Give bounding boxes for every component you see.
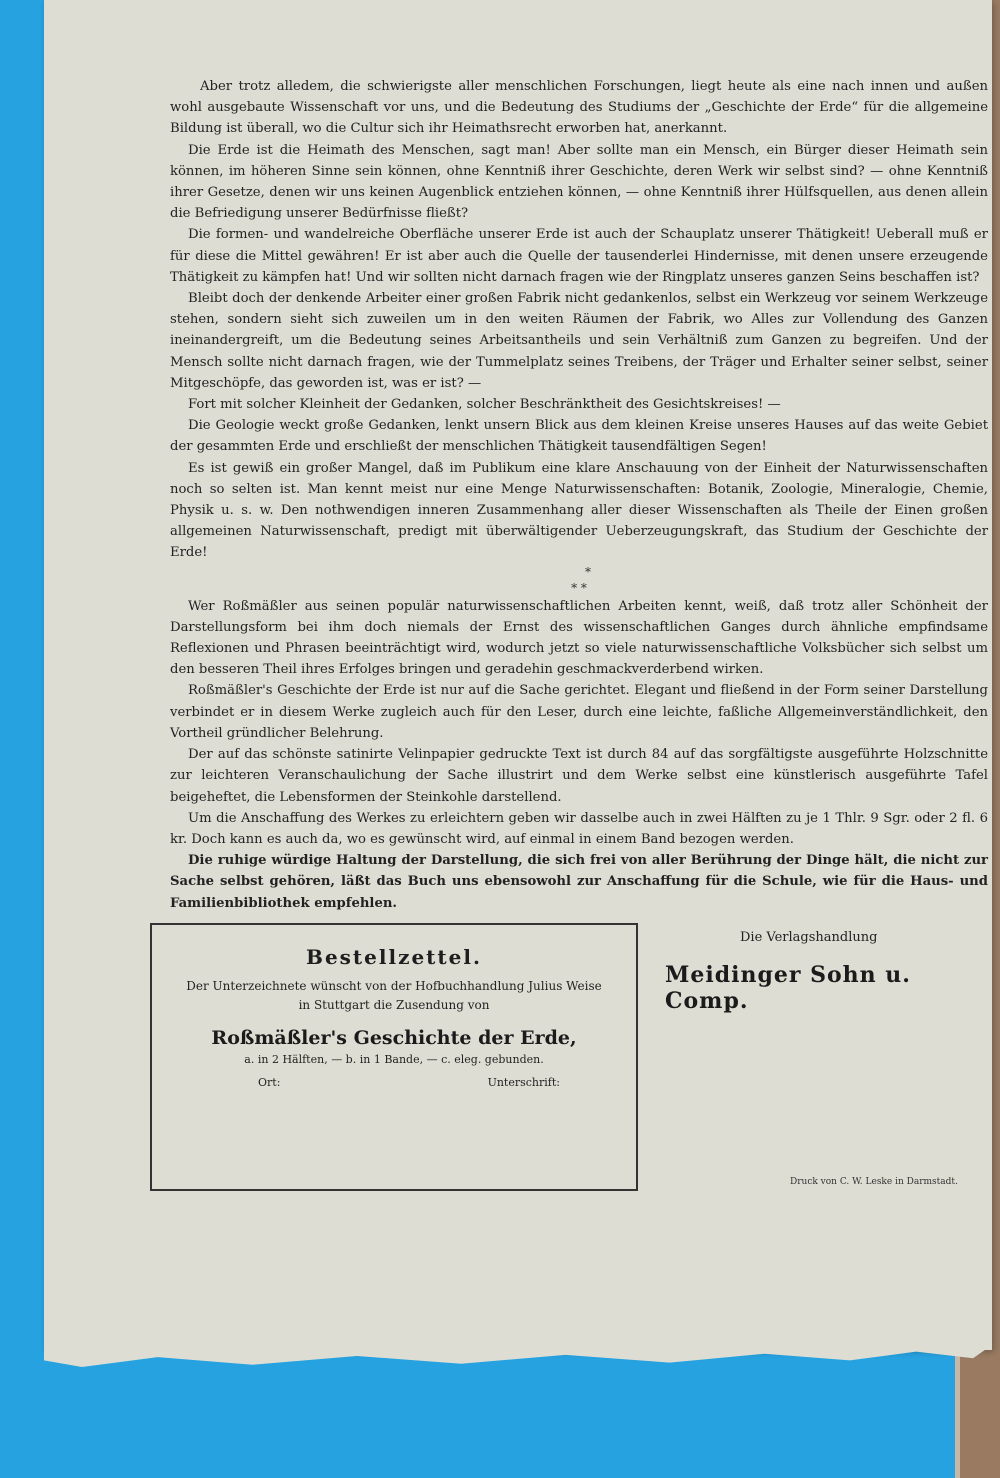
paragraph: Roßmäßler's Geschichte der Erde ist nur auf die Sache gerichtet. Elegant und fließend in der Form seiner Darstellung verbindet er in diesem Werke zugleich auch für den Leser, durch eine leichte, faßliche Allgemeinverständlichkeit, den Vortheil gründlicher Belehrung.: [170, 683, 988, 741]
order-form-signature-row: [168, 1076, 620, 1089]
torn-sheet-edge: [44, 1345, 992, 1367]
order-form[interactable]: [150, 923, 638, 1191]
article-body: [170, 76, 988, 914]
signature-field-label[interactable]: Unterschrift:: [487, 1076, 560, 1089]
paragraph: Wer Roßmäßler aus seinen populär naturwissenschaftlichen Arbeiten kennt, weiß, daß trotz aller Schönheit der Darstellungsform bei ihm doch niemals der Ernst des wissenschaftlichen Ganges durch ähnliche empfindsame Reflexionen und Phrasen beeinträchtigt wird, wodurch jetzt so viele naturwissenschaftliche Volksbücher sich selbst um den besseren Theil ihres Erfolges bringen und geradehin geschmackverderbend wirken.: [170, 598, 988, 678]
paragraph: Fort mit solcher Kleinheit der Gedanken, solcher Beschränktheit des Gesichtskreises! —: [188, 397, 781, 413]
paragraph: Es ist gewiß ein großer Mangel, daß im Publikum eine klare Anschauung von der Einheit der Naturwissenschaften noch so selten ist. Man kennt meist nur eine Menge Naturwissenschaften: Botanik, Zoologie, Mineralogie, Chemie, Physik u. s. w. Den nothwendigen inneren Zusammenhang aller dieser Wissenschaften als Theile der Einen großen allgemeinen Naturwissenschaft, predigt mit überwältigender Ueberzeugungskraft, das Studium der Geschichte der Erde!: [170, 460, 988, 561]
paragraph: Bleibt doch der denkende Arbeiter einer großen Fabrik nicht gedankenlos, selbst ein Werkzeug vor seinem Werkzeuge stehen, sondern sieht sich zuweilen um in den weiten Räumen der Fabrik, wo Alles zur Vollendung des Ganzen ineinandergreift, um die Bedeutung seines Arbeitsantheils und sein Verhältniß zum Ganzen zu begreifen. Und der Mensch sollte nicht darnach fragen, wie der Tummelplatz seines Treibens, der Träger und Erhalter seiner selbst, seiner Mitgeschöpfe, das geworden ist, was er ist? —: [170, 291, 988, 391]
paragraph: Die Geologie weckt große Gedanken, lenkt unsern Blick aus dem kleinen Kreise unseres Hauses auf das weite Gebiet der gesammten Erde und erschließt der menschlichen Thätigkeit tausendfältigen Segen!: [170, 418, 988, 455]
paragraph: Die formen- und wandelreiche Oberfläche unserer Erde ist auch der Schauplatz unserer Thätigkeit! Ueberall muß er für diese die Mittel gewähren! Er ist aber auch die Quelle der tausenderlei Hindernisse, mit denen unsere erzeugende Thätigkeit zu kämpfen hat! Und wir sollten nicht darnach fragen wie der Ringplatz unseres ganzen Seins beschaffen ist?: [170, 227, 988, 285]
paragraph: Der auf das schönste satinirte Velinpapier gedruckte Text ist durch 84 auf das sorgfältigste ausgeführte Holzschnitte zur leichteren Veranschaulichung der Sache illustrirt und dem Werke selbst eine künstlerisch ausgeführte Tafel beigeheftet, die Lebensformen der Steinkohle darstellend.: [170, 747, 988, 805]
paragraph: Die ruhige würdige Haltung der Darstellung, die sich frei von aller Berührung der Dinge hält, die nicht zur Sache selbst gehören, läßt das Buch uns ebensowohl zur Anschaffung für die Schule, wie für die Haus- und Familienbibliothek empfehlen.: [170, 853, 988, 911]
publisher-name: Meidinger Sohn u. Comp.: [665, 962, 911, 1014]
order-form-text: Der Unterzeichnete wünscht von der Hofbuchhandlung Julius Weise in Stuttgart die Zusendung von: [186, 979, 602, 1012]
order-form-book-title: Roßmäßler's Geschichte der Erde,: [211, 1027, 577, 1049]
order-form-options[interactable]: a. in 2 Hälften, — b. in 1 Bande, — c. eleg. gebunden.: [244, 1053, 544, 1066]
place-field-label[interactable]: Ort:: [258, 1076, 281, 1089]
printer-imprint: Druck von C. W. Leske in Darmstadt.: [790, 1177, 958, 1187]
paragraph: Die Erde ist die Heimath des Menschen, sagt man! Aber sollte man ein Mensch, ein Bürger dieser Heimath sein können, im höheren Sinne sein können, ohne Kenntniß ihrer Geschichte, deren Werk wir selbst sind? — ohne Kenntniß ihrer Gesetze, denen wir uns keinen Augenblick entziehen können, — ohne Kenntniß ihrer Hülfsquellen, aus denen allein die Befriedigung unserer Bedürfnisse fließt?: [170, 142, 988, 222]
order-form-title: Bestellzettel.: [306, 945, 482, 969]
paragraph: Aber trotz alledem, die schwierigste aller menschlichen Forschungen, liegt heute als eine nach innen und außen wohl ausgebaute Wissenschaft vor uns, und die Bedeutung des Studiums der „Geschichte der Erde“ für die allgemeine Bildung ist überall, wo die Cultur sich ihr Heimathsrecht erworben hat, anerkannt.: [170, 79, 988, 137]
publisher-label: Die Verlagshandlung: [740, 930, 878, 945]
section-separator: * * *: [571, 564, 591, 595]
paragraph: Um die Anschaffung des Werkes zu erleichtern geben wir dasselbe auch in zwei Hälften zu je 1 Thlr. 9 Sgr. oder 2 fl. 6 kr. Doch kann es auch da, wo es gewünscht wird, auf einmal in einem Band bezogen werden.: [170, 810, 988, 847]
